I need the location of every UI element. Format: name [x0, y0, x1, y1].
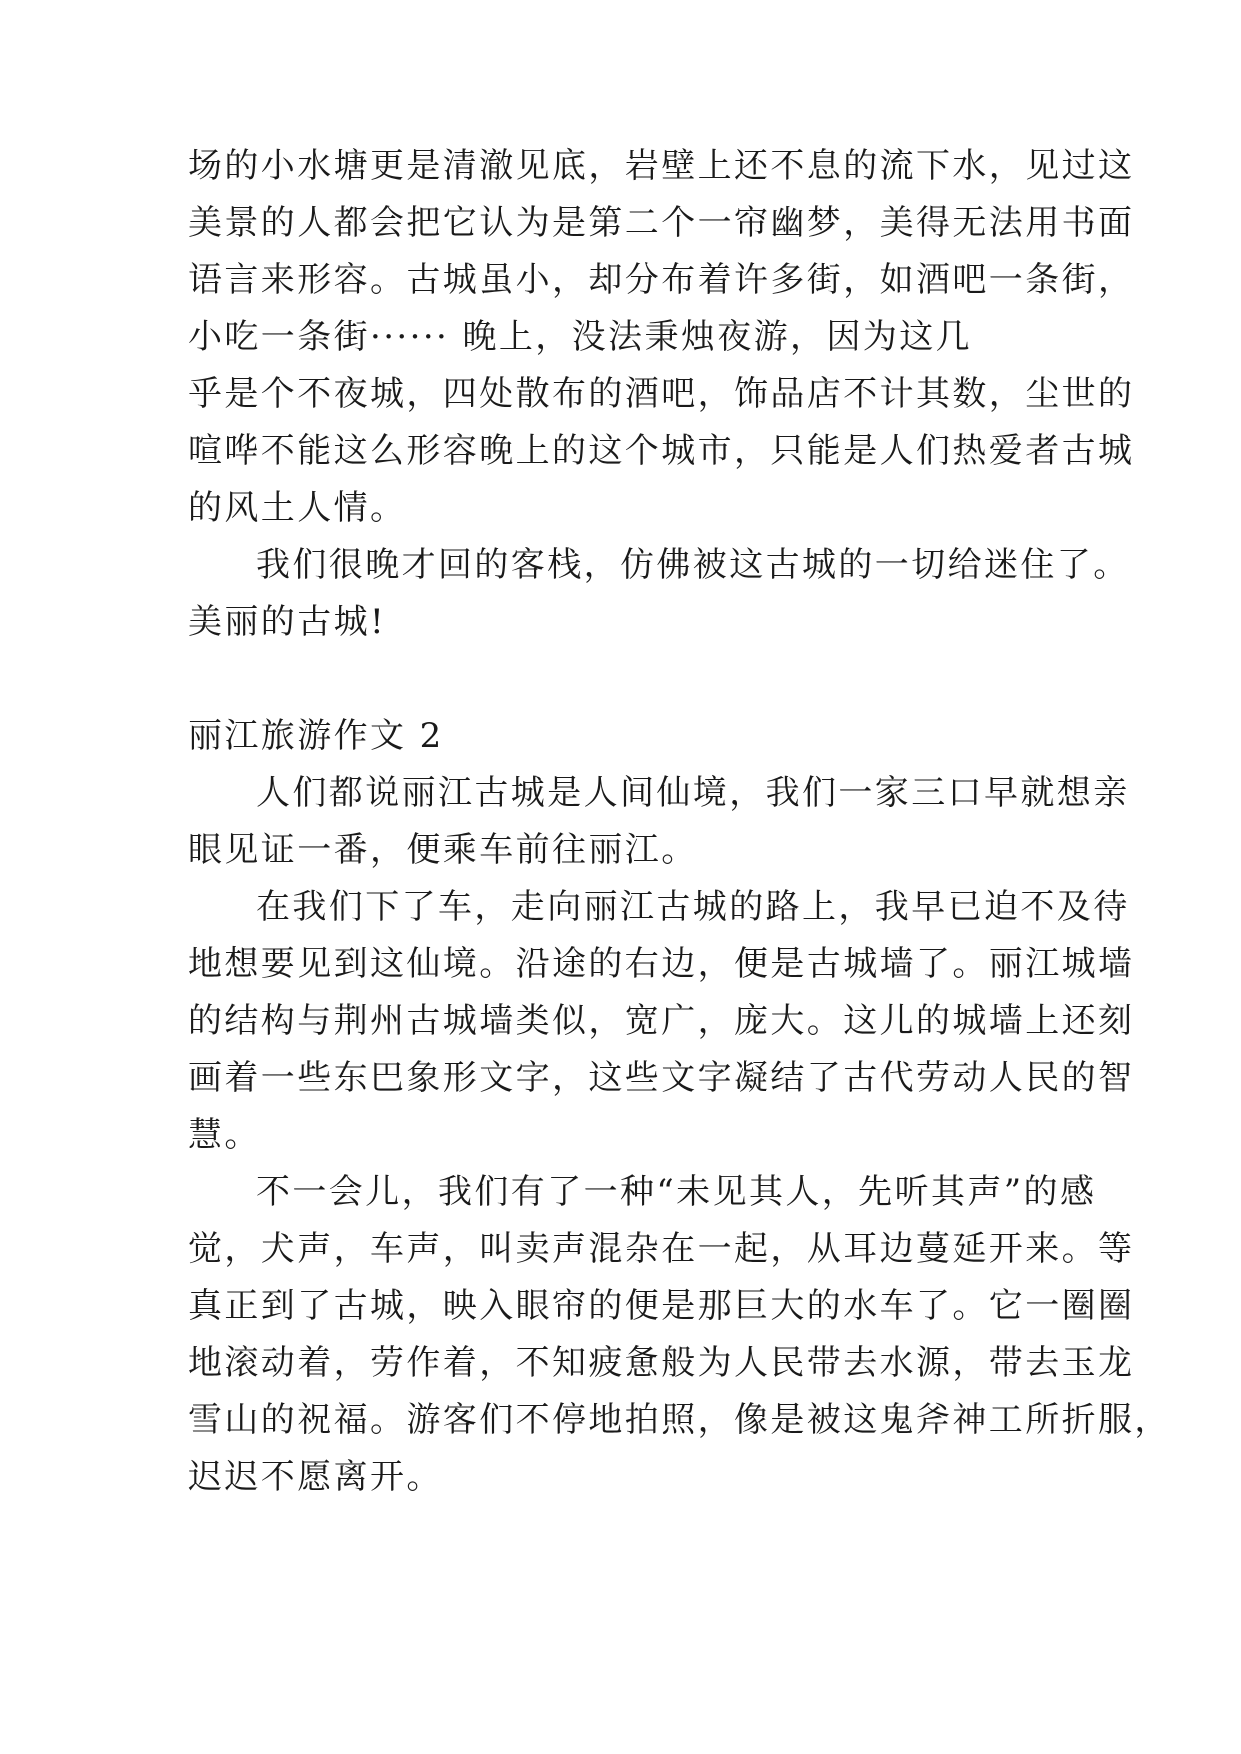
- text-line: 美丽的古城!: [188, 602, 387, 642]
- text-line: 的风土人情。: [188, 488, 407, 528]
- text-line: 小吃一条街······ 晚上，没法秉烛夜游，因为这几: [188, 317, 973, 357]
- section-title: 丽江旅游作文 2: [188, 716, 444, 756]
- text-line: 眼见证一番，便乘车前往丽江。: [188, 830, 698, 870]
- text-line: 画着一些东巴象形文字，这些文字凝结了古代劳动人民的智: [188, 1058, 1135, 1098]
- text-line: 迟迟不愿离开。: [188, 1457, 443, 1497]
- paragraph-first-line: 我们很晚才回的客栈，仿佛被这古城的一切给迷住了。: [256, 545, 1130, 585]
- paragraph-first-line: 在我们下了车，走向丽江古城的路上，我早已迫不及待: [256, 887, 1130, 927]
- text-line: 的结构与荆州古城墙类似，宽广，庞大。这儿的城墙上还刻: [188, 1001, 1135, 1041]
- text-line: 地想要见到这仙境。沿途的右边，便是古城墙了。丽江城墙: [188, 944, 1135, 984]
- text-line: 慧。: [188, 1115, 261, 1155]
- text-line: 乎是个不夜城，四处散布的酒吧，饰品店不计其数，尘世的: [188, 374, 1135, 414]
- text-line: 美景的人都会把它认为是第二个一帘幽梦，美得无法用书面: [188, 203, 1135, 243]
- paragraph-first-line: 人们都说丽江古城是人间仙境，我们一家三口早就想亲: [256, 773, 1130, 813]
- text-line: 真正到了古城，映入眼帘的便是那巨大的水车了。它一圈圈: [188, 1286, 1135, 1326]
- text-line: 喧哗不能这么形容晚上的这个城市，只能是人们热爱者古城: [188, 431, 1135, 471]
- text-line: 觉，犬声，车声，叫卖声混杂在一起，从耳边蔓延开来。等: [188, 1229, 1135, 1269]
- text-line: 场的小水塘更是清澈见底，岩壁上还不息的流下水，见过这: [188, 146, 1135, 186]
- paragraph-first-line: 不一会儿，我们有了一种“未见其人，先听其声”的感: [256, 1172, 1097, 1212]
- text-line: 语言来形容。古城虽小，却分布着许多街，如酒吧一条街，: [188, 260, 1135, 300]
- text-line: 地滚动着，劳作着，不知疲惫般为人民带去水源，带去玉龙: [188, 1343, 1135, 1383]
- text-line: 雪山的祝福。游客们不停地拍照，像是被这鬼斧神工所折服，: [188, 1400, 1171, 1440]
